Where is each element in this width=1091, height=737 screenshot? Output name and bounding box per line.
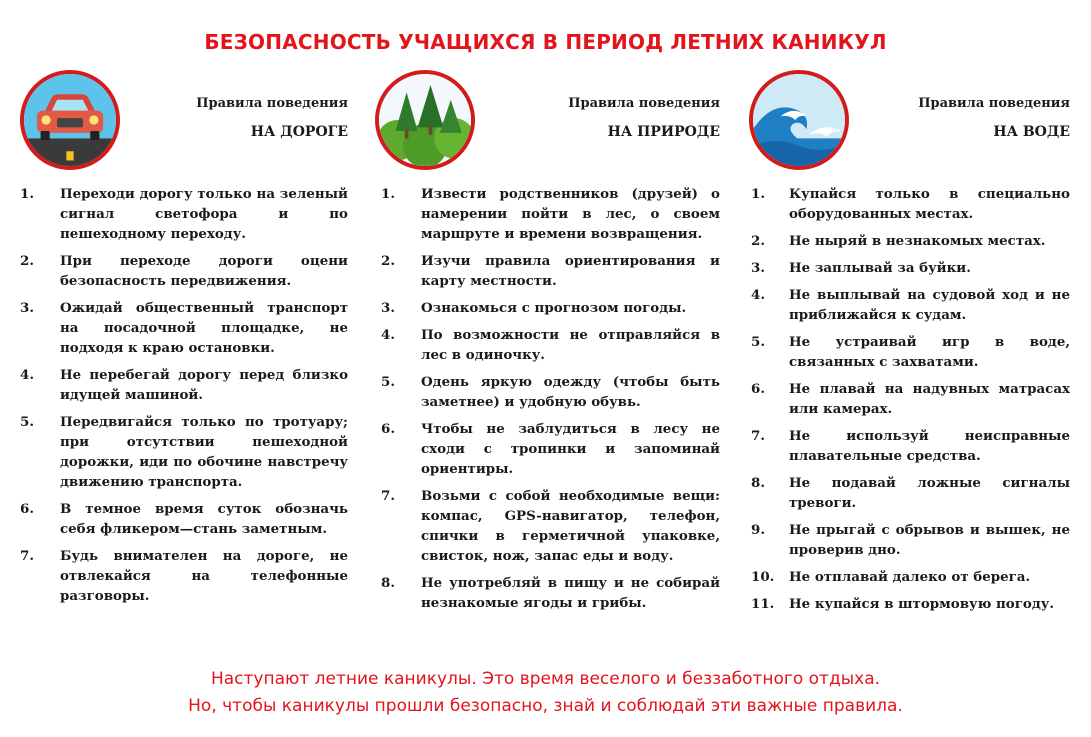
- item-text: Возьми с собой необходимые вещи: компас, GPS-навигатор, телефон, спички в герметичной упаковке, свисток, нож, запас еды и воду.: [421, 488, 720, 564]
- list-item: [745, 285, 1070, 325]
- item-text: Не подавай ложные сигналы тревоги.: [789, 475, 1070, 511]
- section-header: [745, 70, 1070, 178]
- list-item: [745, 567, 1070, 587]
- list-item: [375, 325, 720, 365]
- list-item: [14, 499, 348, 539]
- item-number: 9.: [751, 522, 765, 538]
- item-text: Не плавай на надувных матрасах или камерах.: [789, 381, 1070, 417]
- item-number: 5.: [381, 374, 395, 390]
- item-text: Одень яркую одежду (чтобы быть заметнее) и удобную обувь.: [421, 374, 720, 410]
- list-item: [375, 419, 720, 479]
- section-label-line: Правила поведения: [196, 96, 348, 111]
- list-item: [14, 546, 348, 606]
- item-number: 4.: [751, 287, 765, 303]
- item-text: Чтобы не заблудиться в лесу не сходи с тропинки и запоминай ориентиры.: [421, 421, 720, 477]
- list-item: [375, 372, 720, 412]
- item-number: 1.: [381, 186, 395, 202]
- item-number: 11.: [751, 596, 775, 612]
- list-item: [14, 412, 348, 492]
- rules-list: [14, 184, 348, 606]
- list-item: [745, 379, 1070, 419]
- list-item: [375, 184, 720, 244]
- section-sublabel: НА ВОДЕ: [993, 124, 1070, 140]
- footer-line-2: Но, чтобы каникулы прошли безопасно, знай и соблюдай эти важные правила.: [188, 696, 903, 716]
- item-number: 8.: [751, 475, 765, 491]
- list-item: [14, 298, 348, 358]
- section-sublabel: НА ПРИРОДЕ: [607, 124, 720, 140]
- section-label: [568, 90, 720, 146]
- footer-line-1: Наступают летние каникулы. Это время веселого и беззаботного отдыха.: [210, 669, 881, 689]
- item-text: Извести родственников (друзей) о намерении пойти в лес, о своем маршруте и времени возвращения.: [421, 186, 720, 242]
- list-item: [14, 251, 348, 291]
- list-item: [745, 473, 1070, 513]
- item-text: Не купайся в штормовую погоду.: [789, 596, 1055, 612]
- item-text: Ожидай общественный транспорт на посадочной площадке, не подходя к краю остановки.: [60, 300, 348, 356]
- list-item: [375, 298, 720, 318]
- item-number: 7.: [381, 488, 395, 504]
- item-text: По возможности не отправляйся в лес в одиночку.: [421, 327, 720, 363]
- list-item: [745, 231, 1070, 251]
- item-number: 6.: [20, 501, 34, 517]
- item-text: Переходи дорогу только на зеленый сигнал светофора и по пешеходному переходу.: [60, 186, 348, 242]
- list-item: [745, 426, 1070, 466]
- item-number: 6.: [751, 381, 765, 397]
- section-nature: [375, 70, 720, 620]
- list-item: [745, 332, 1070, 372]
- section-road: [14, 70, 348, 613]
- item-number: 2.: [20, 253, 34, 269]
- item-number: 2.: [751, 233, 765, 249]
- item-text: Передвигайся только по тротуару; при отсутствии пешеходной дорожки, иди по обочине навстречу движению транспорта.: [60, 414, 348, 490]
- section-water: [745, 70, 1070, 621]
- list-item: [745, 594, 1070, 614]
- section-label: [918, 90, 1070, 146]
- item-text: Купайся только в специально оборудованных местах.: [789, 186, 1070, 222]
- list-item: [14, 184, 348, 244]
- item-number: 3.: [20, 300, 34, 316]
- item-text: В темное время суток обозначь себя фликером—стань заметным.: [60, 501, 348, 537]
- item-text: Не ныряй в незнакомых местах.: [789, 233, 1046, 249]
- item-text: Не прыгай с обрывов и вышек, не проверив дно.: [789, 522, 1070, 558]
- list-item: [375, 486, 720, 566]
- car-icon: [20, 70, 120, 170]
- page-title: БЕЗОПАСНОСТЬ УЧАЩИХСЯ В ПЕРИОД ЛЕТНИХ КАНИКУЛ: [204, 30, 887, 54]
- item-number: 5.: [751, 334, 765, 350]
- wave-icon: [749, 70, 849, 170]
- item-number: 7.: [751, 428, 765, 444]
- item-number: 7.: [20, 548, 34, 564]
- item-text: Не перебегай дорогу перед близко идущей машиной.: [60, 367, 348, 403]
- section-label-line: Правила поведения: [568, 96, 720, 111]
- item-number: 2.: [381, 253, 395, 269]
- item-text: Не устраивай игр в воде, связанных с захватами.: [789, 334, 1070, 370]
- item-text: Будь внимателен на дороге, не отвлекайся на телефонные разговоры.: [60, 548, 348, 604]
- item-number: 10.: [751, 569, 775, 585]
- item-text: При переходе дороги оцени безопасность передвижения.: [60, 253, 348, 289]
- item-text: Не выплывай на судовой ход и не приближайся к судам.: [789, 287, 1070, 323]
- list-item: [375, 251, 720, 291]
- section-sublabel: НА ДОРОГЕ: [250, 124, 348, 140]
- item-number: 8.: [381, 575, 395, 591]
- item-number: 3.: [751, 260, 765, 276]
- item-text: Не употребляй в пищу и не собирай незнакомые ягоды и грибы.: [421, 575, 720, 611]
- item-text: Изучи правила ориентирования и карту местности.: [421, 253, 720, 289]
- list-item: [745, 184, 1070, 224]
- item-text: Не используй неисправные плавательные средства.: [789, 428, 1070, 464]
- rules-list: [375, 184, 720, 613]
- list-item: [375, 573, 720, 613]
- section-header: [14, 70, 348, 178]
- item-number: 1.: [20, 186, 34, 202]
- forest-icon: [375, 70, 475, 170]
- section-label: [196, 90, 348, 146]
- item-number: 3.: [381, 300, 395, 316]
- list-item: [745, 520, 1070, 560]
- list-item: [745, 258, 1070, 278]
- rules-list: [745, 184, 1070, 614]
- item-number: 4.: [20, 367, 34, 383]
- footer-message: [0, 666, 1091, 720]
- section-label-line: Правила поведения: [918, 96, 1070, 111]
- item-text: Не заплывай за буйки.: [789, 260, 971, 276]
- section-header: [375, 70, 720, 178]
- item-text: Не отплавай далеко от берега.: [789, 569, 1031, 585]
- item-number: 5.: [20, 414, 34, 430]
- list-item: [14, 365, 348, 405]
- item-text: Ознакомься с прогнозом погоды.: [421, 300, 687, 316]
- item-number: 1.: [751, 186, 765, 202]
- item-number: 6.: [381, 421, 395, 437]
- item-number: 4.: [381, 327, 395, 343]
